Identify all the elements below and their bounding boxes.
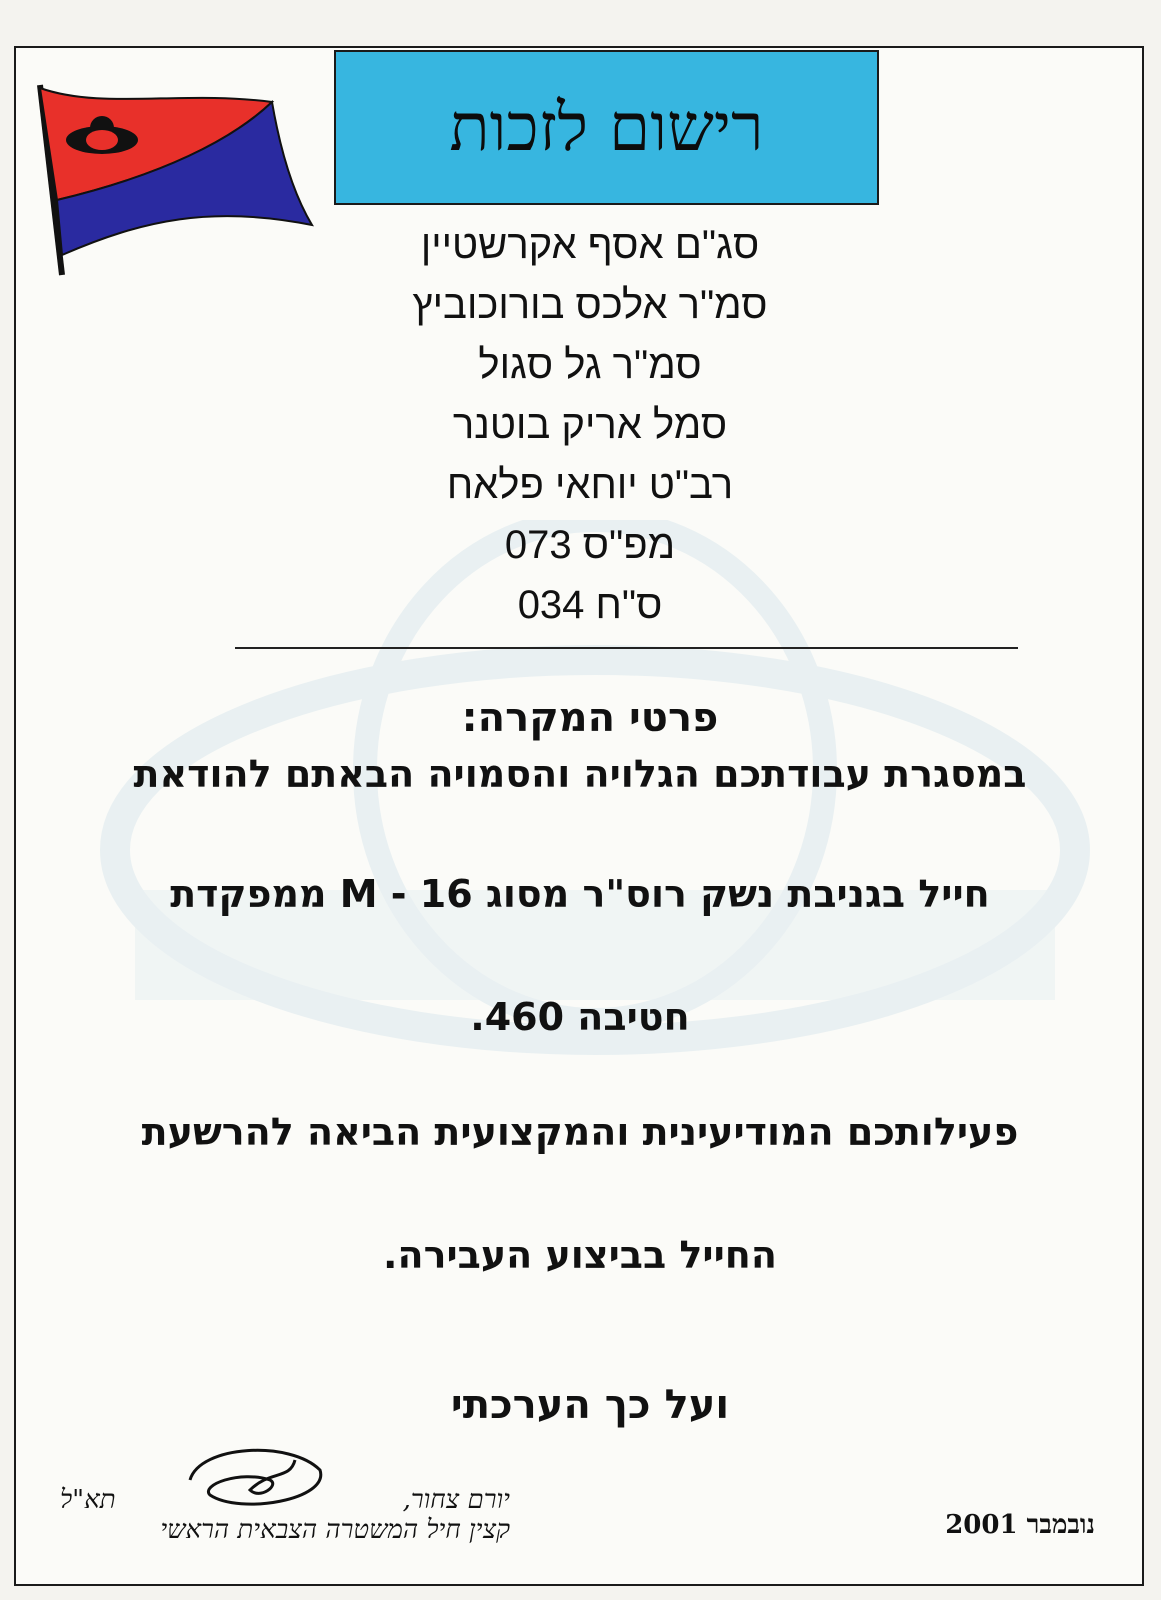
signer-rank: תא"ל	[60, 1485, 116, 1515]
military-police-flag-icon	[32, 80, 322, 280]
recipient-name: סמ"ר גל סגול	[478, 343, 702, 387]
title-banner	[334, 50, 879, 205]
signer-block	[60, 1485, 510, 1545]
details-heading: פרטי המקרה:	[461, 695, 719, 741]
body-line: פעילותכם המודיעינית והמקצועית הביאה להרשעת	[141, 1110, 1019, 1154]
recipient-name: סמ"ר אלכס בורוכוביץ	[412, 283, 768, 327]
closing-line: ועל כך הערכתי	[450, 1382, 730, 1428]
document-title: רישום לזכות	[449, 88, 764, 166]
recipient-name: רב"ט יוחאי פלאח	[446, 463, 734, 507]
recipient-unit: ס"ח 034	[517, 583, 663, 627]
recipient-unit: מפ"ס 073	[504, 523, 676, 567]
document-date: נובמבר 2001	[945, 1510, 1095, 1540]
body-line: חייל בגניבת נשק רוס"ר מסוג M - 16 ממפקדת	[170, 872, 990, 916]
recipient-name: סג"ם אסף אקרשטיין	[420, 223, 760, 267]
body-line: במסגרת עבודתכם הגלויה והסמויה הבאתם להודאת	[133, 752, 1027, 796]
signer-position: קצין חיל המשטרה הצבאית הראשי	[160, 1515, 510, 1545]
body-line: החייל בביצוע העבירה.	[383, 1233, 777, 1277]
recipient-name: סמל אריק בוטנר	[452, 403, 728, 447]
divider	[235, 647, 1018, 649]
signer-name: יורם צחור,	[402, 1485, 510, 1515]
recipients-list	[330, 215, 850, 635]
body-line: חטיבה 460.	[470, 995, 690, 1039]
